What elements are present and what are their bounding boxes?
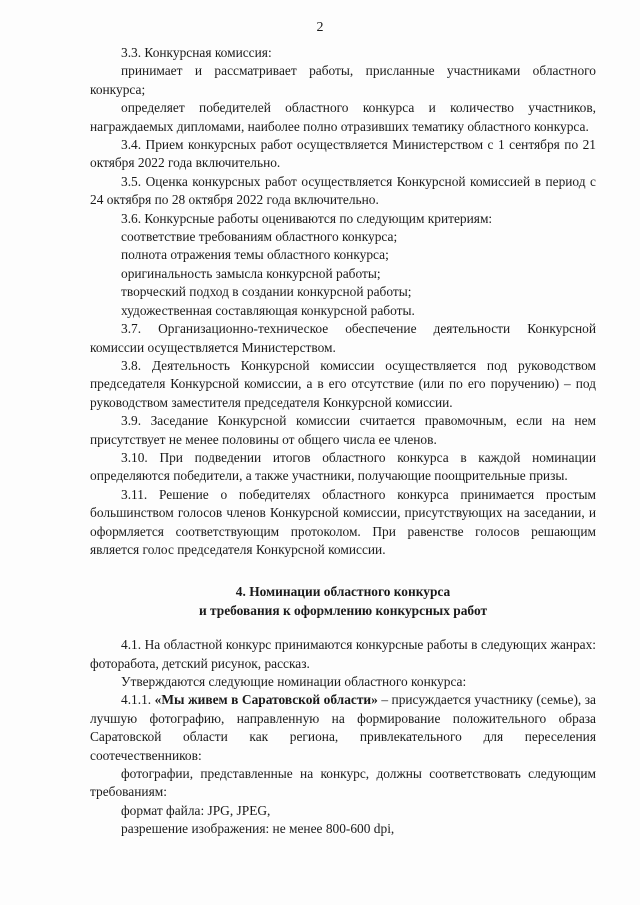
requirement-resolution: разрешение изображения: не менее 800-600 dpi, [121,821,395,837]
criterion-item: оригинальность замысла конкурсной работы; [121,265,381,281]
paragraph-3-3-a: принимает и рассматривает работы, присланные участниками областного конкурса; [90,63,596,97]
criterion-item: художественная составляющая конкурсной работы. [121,302,415,318]
section-4-heading [90,569,596,620]
paragraph-3-4: 3.4. Прием конкурсных работ осуществляется Министерством с 1 сентября по 21 октября 2022 года включительно. [90,137,596,171]
document-body [90,44,596,839]
section-4-heading-line-2: и требования к оформлению конкурсных работ [198,602,488,618]
paragraph-3-11: 3.11. Решение о победителях областного конкурса принимается простым большинством голосов членов Конкурсной комиссии, присутствующих на заседании, и оформляется соответствующим протоколом. При равенстве голосов решающим является голос председателя Конкурсной комиссии. [90,486,596,557]
nomination-title: «Мы живем в Саратовской области» [154,692,378,708]
paragraph-3-3: 3.3. Конкурсная комиссия: [121,45,272,60]
paragraph-4-1-1 [90,691,596,765]
criterion-item: полнота отражения темы областного конкурса; [121,247,389,263]
paragraph-4-1-1-text: – присуждается участнику (семье), за лучшую фотографию, направленную на формирование положительного образа Саратовской области как региона, привлекательного для переселения соотечественников: [90,692,597,763]
paragraph-photo-requirements: фотографии, представленные на конкурс, должны соответствовать следующим требованиям: [90,766,596,800]
paragraph-4-nominations: Утверждаются следующие номинации областного конкурса: [121,674,467,689]
paragraph-3-8: 3.8. Деятельность Конкурсной комиссии осуществляется под руководством председателя Конкурсной комиссии, а в его отсутствие (или по его поручению) – под руководством заместителя председателя Конкурсной комиссии. [90,357,596,410]
criterion-item: соответствие требованиям областного конкурса; [121,229,398,245]
paragraph-4-1: 4.1. На областной конкурс принимаются конкурсные работы в следующих жанрах: фоторабота, детский рисунок, рассказ. [90,637,596,671]
paragraph-3-10: 3.10. При подведении итогов областного конкурса в каждой номинации определяются победители, а также участники, получающие поощрительные призы. [90,449,596,484]
paragraph-3-7: 3.7. Организационно-техническое обеспечение деятельности Конкурсной комиссии осуществляется Министерством. [90,321,596,355]
page-number: 2 [316,20,324,35]
section-4-heading-line-1: 4. Номинации областного конкурса [235,584,451,600]
paragraph-3-5: 3.5. Оценка конкурсных работ осуществляется Конкурсной комиссией в период с 24 октября по 28 октября 2022 года включительно. [90,173,596,208]
requirement-format: формат файла: JPG, JPEG, [121,802,271,818]
paragraph-3-3-b: определяет победителей областного конкурса и количество участников, награждаемых дипломами, наиболее полно отразивших тематику областного конкурса. [90,100,596,134]
criterion-item: творческий подход в создании конкурсной работы; [121,284,412,300]
paragraph-4-1-1-number: 4.1.1. [121,692,152,708]
paragraph-3-6: 3.6. Конкурсные работы оцениваются по следующим критериям: [121,210,493,226]
paragraph-3-9: 3.9. Заседание Конкурсной комиссии считается правомочным, если на нем присутствует не менее половины от общего числа ее членов. [90,413,596,447]
